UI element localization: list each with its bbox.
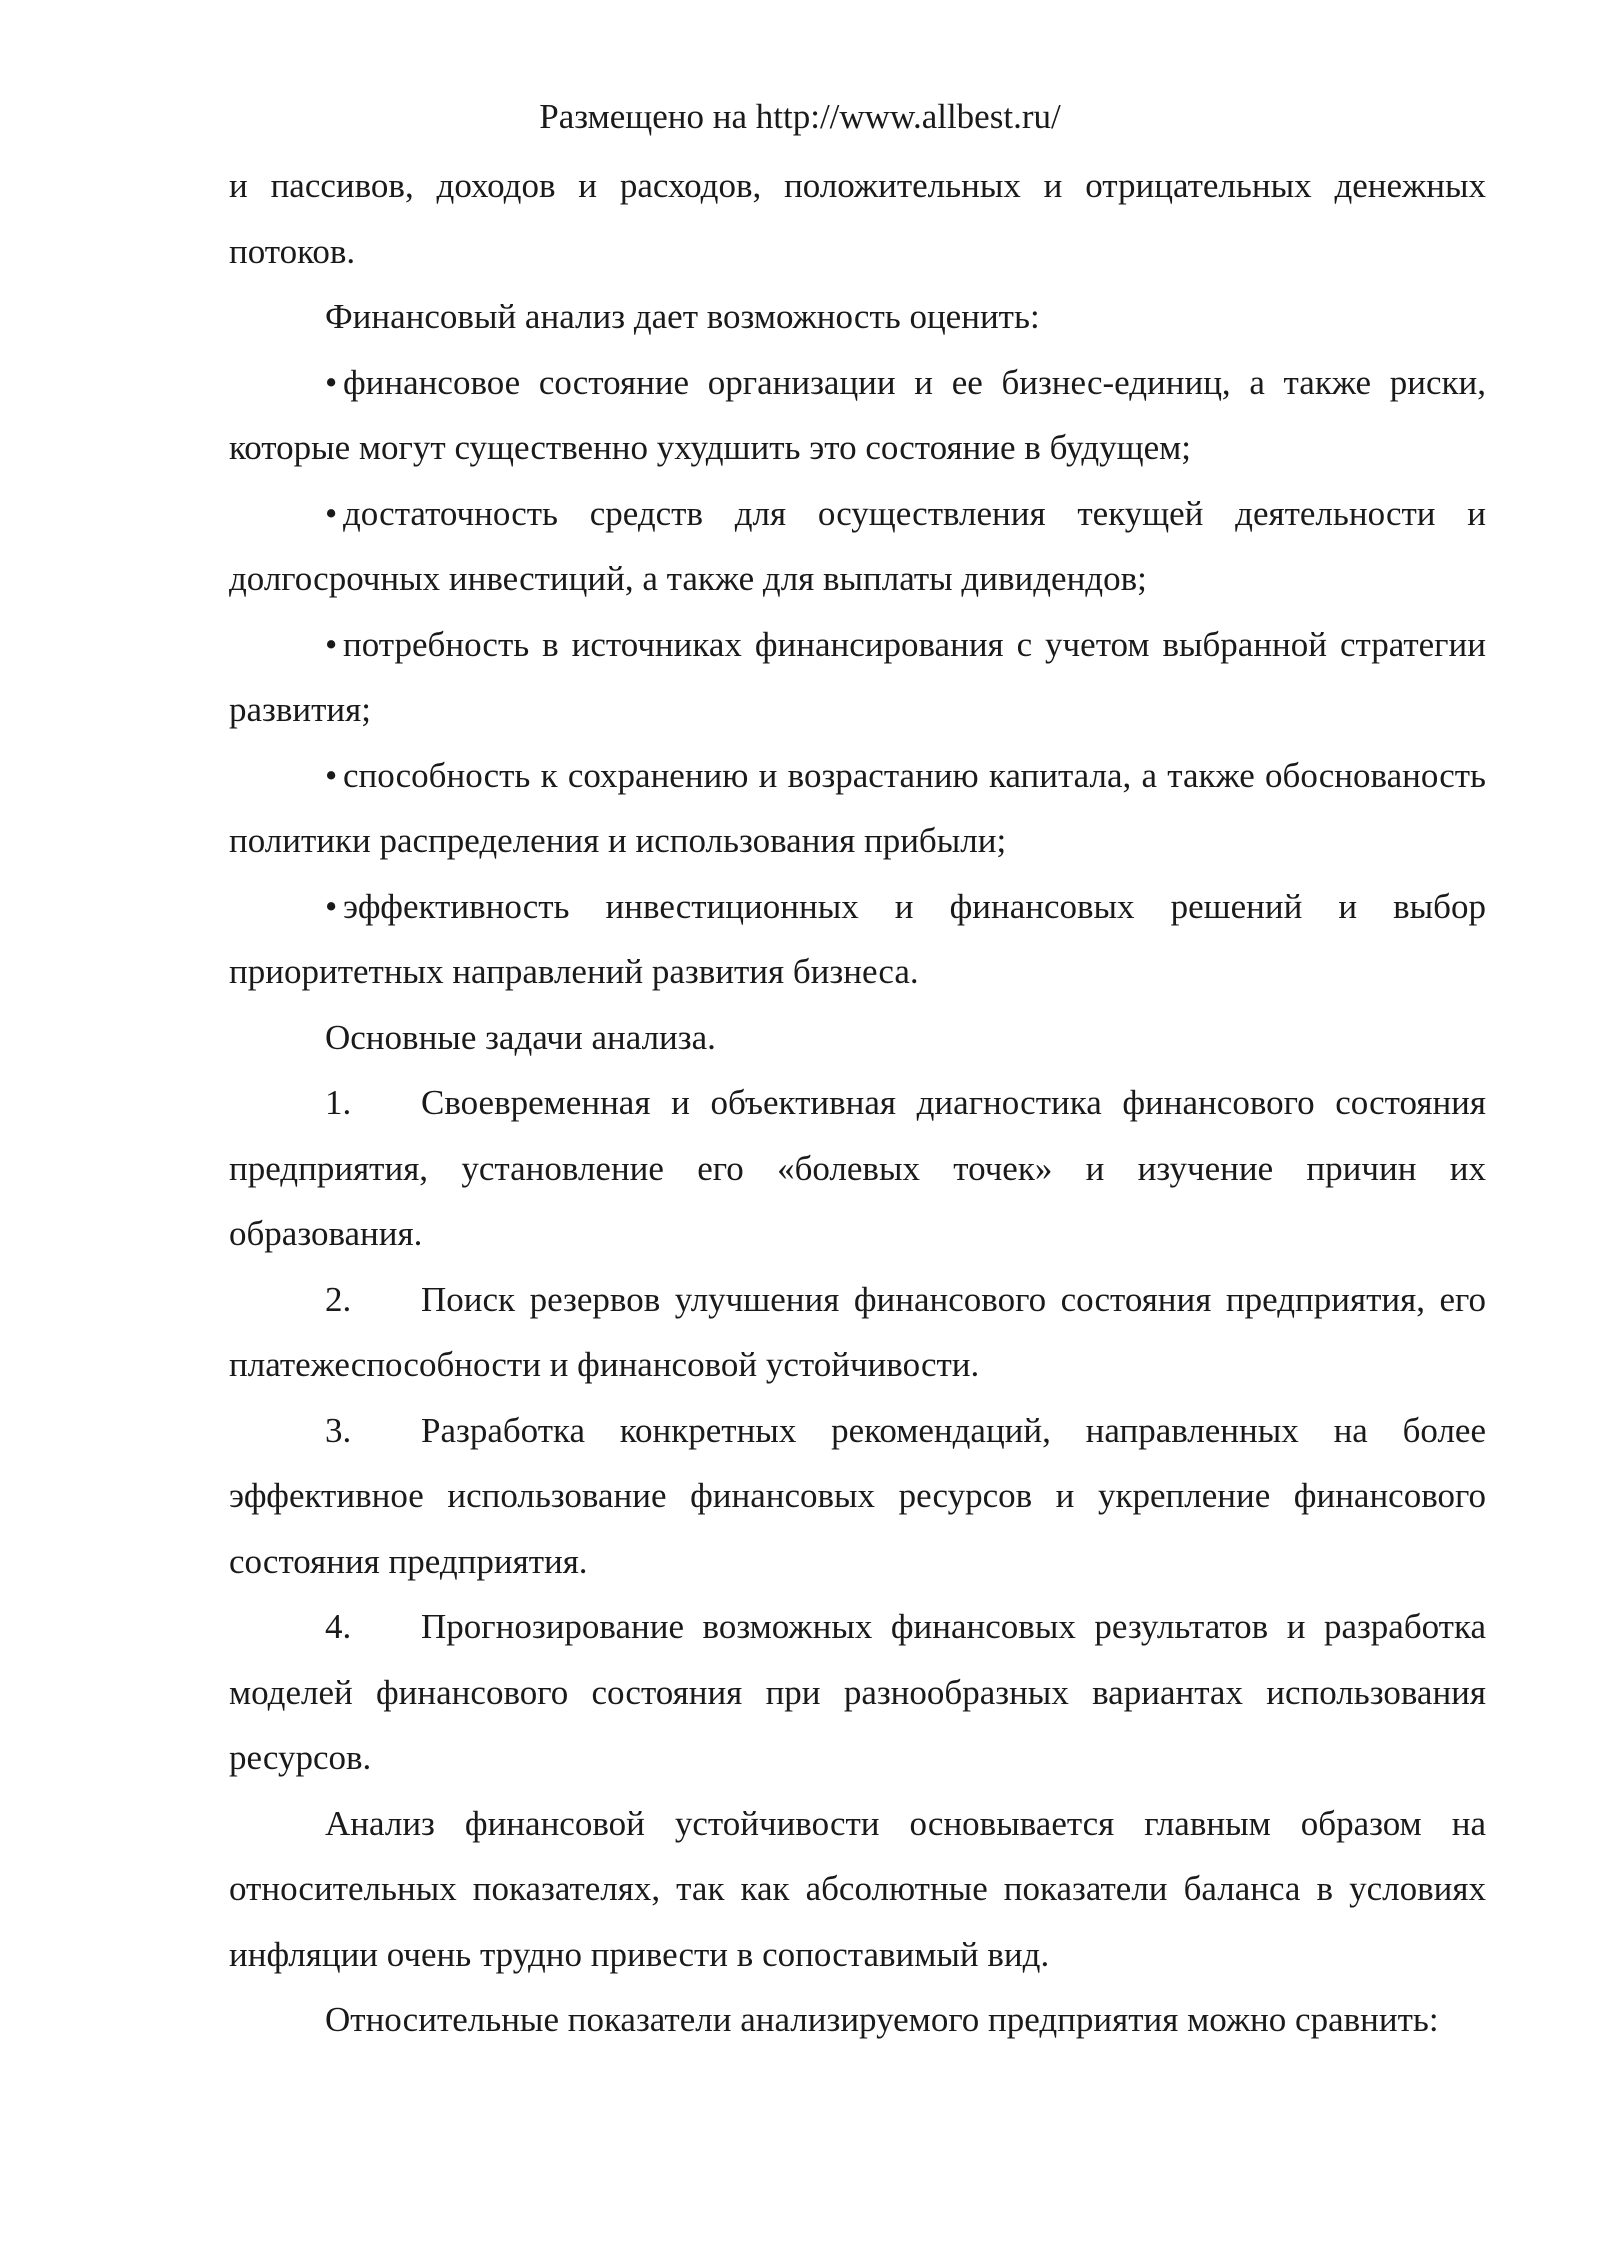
- bullet-item: [229, 874, 1486, 1005]
- task-number: 3.: [325, 1410, 352, 1450]
- bullet-icon: •: [325, 624, 338, 664]
- bullet-item: [229, 481, 1486, 612]
- task-number: 2.: [325, 1279, 352, 1319]
- task-text: Разработка конкретных рекомендаций, направленных на более эффективное использование финансовых ресурсов и укрепление финансового состояния предприятия.: [229, 1410, 1486, 1581]
- intro-paragraph: Финансовый анализ дает возможность оценить:: [325, 297, 1040, 336]
- task-text: Прогнозирование возможных финансовых результатов и разработка моделей финансового состояния при разнообразных вариантах использования ресурсов.: [229, 1607, 1486, 1777]
- task-item: [229, 1070, 1486, 1267]
- task-item: [229, 1594, 1486, 1791]
- bullet-text: эффективность инвестиционных и финансовых решений и выбор приоритетных направлений развития бизнеса.: [229, 886, 1486, 991]
- task-number: 1.: [325, 1083, 352, 1122]
- bullet-text: потребность в источниках финансирования с учетом выбранной стратегии развития;: [229, 624, 1486, 729]
- bullet-text: финансовое состояние организации и ее бизнес-единиц, а также риски, которые могут существенно ухудшить это состояние в будущем;: [229, 362, 1486, 467]
- body-paragraph: Анализ финансовой устойчивости основывается главным образом на относительных показателях, так как абсолютные показатели баланса в условиях инфляции очень трудно привести в сопоставимый вид.: [229, 1803, 1486, 1974]
- page-header: Размещено на http://www.allbest.ru/: [539, 97, 1061, 136]
- body-paragraph: Относительные показатели анализируемого предприятия можно сравнить:: [325, 2000, 1439, 2039]
- bullet-icon: •: [325, 886, 338, 926]
- bullet-text: достаточность средств для осуществления текущей деятельности и долгосрочных инвестиций, а также для выплаты дивидендов;: [229, 493, 1486, 598]
- tasks-heading: Основные задачи анализа.: [325, 1017, 716, 1057]
- bullet-item: [229, 350, 1486, 481]
- bullet-item: [229, 743, 1486, 874]
- task-number: 4.: [325, 1607, 352, 1646]
- task-item: [229, 1398, 1486, 1595]
- bullet-item: [229, 612, 1486, 743]
- bullet-icon: •: [325, 493, 338, 533]
- continuation-paragraph: и пассивов, доходов и расходов, положительных и отрицательных денежных потоков.: [229, 166, 1486, 271]
- document-body: [229, 153, 1486, 2053]
- bullet-icon: •: [325, 755, 338, 795]
- task-text: Поиск резервов улучшения финансового состояния предприятия, его платежеспособности и финансовой устойчивости.: [229, 1279, 1486, 1384]
- task-text: Своевременная и объективная диагностика финансового состояния предприятия, установление его «болевых точек» и изучение причин их образования.: [229, 1083, 1486, 1253]
- bullet-icon: •: [325, 362, 338, 402]
- task-item: [229, 1267, 1486, 1398]
- bullet-text: способность к сохранению и возрастанию капитала, а также обоснованость политики распределения и использования прибыли;: [229, 755, 1486, 860]
